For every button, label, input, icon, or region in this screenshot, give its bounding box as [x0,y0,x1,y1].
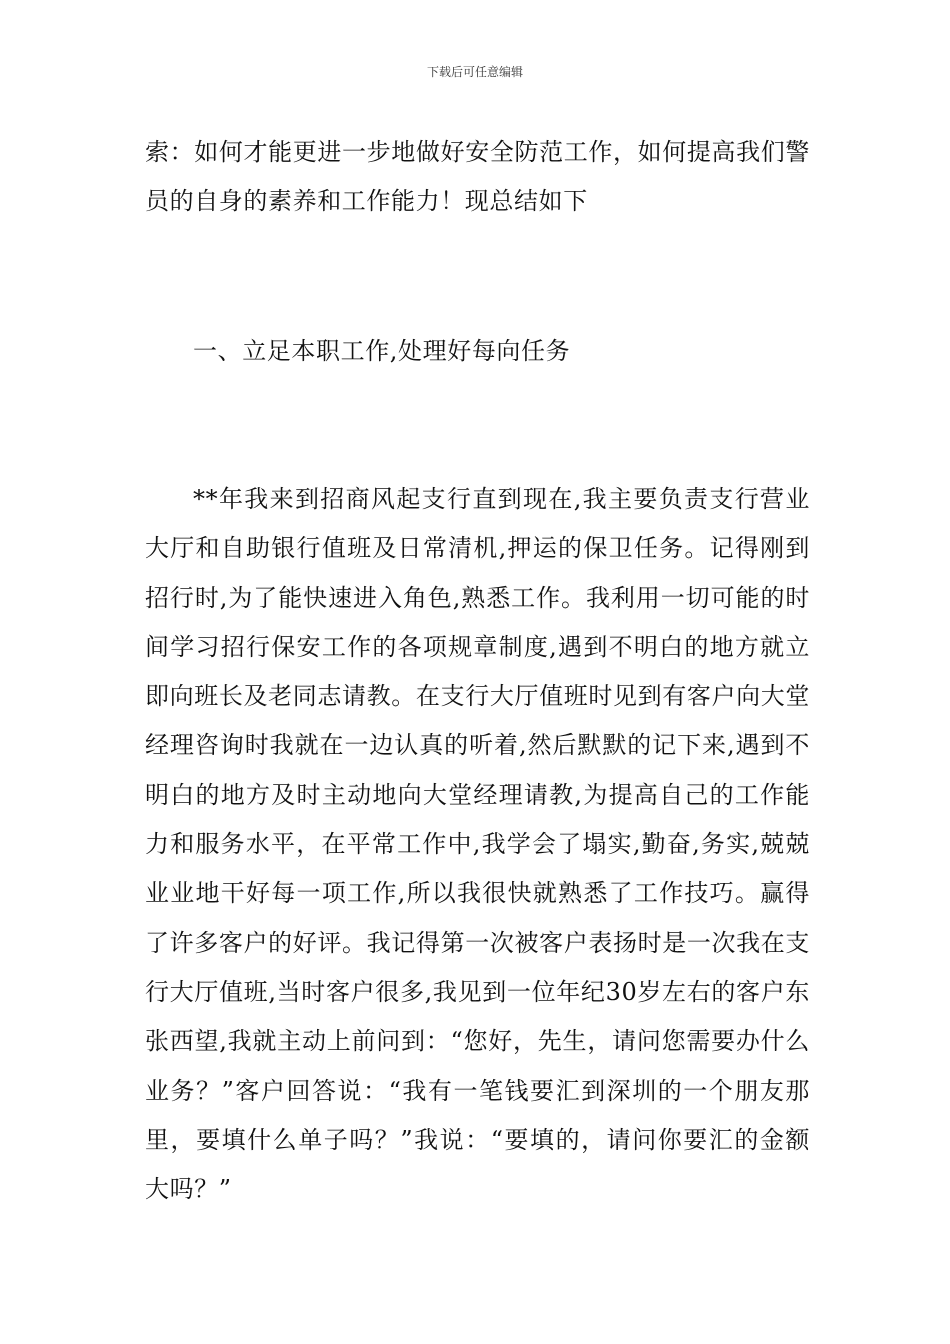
section-heading: 一、立足本职工作,处理好每向任务 [193,337,571,365]
intro-paragraph: 索：如何才能更进一步地做好安全防范工作，如何提高我们警员的自身的素养和工作能力！现总结如下 [145,138,810,216]
page-header-note: 下载后可任意编辑 [426,65,523,79]
main-paragraph: **年我来到招商风起支行直到现在,我主要负责支行营业大厅和自助银行值班及日常清机,押运的保卫任务。记得刚到招行时,为了能快速进入角色,熟悉工作。我利用一切可能的时间学习招行保安工作的各项规章制度,遇到不明白的地方就立即向班长及老同志请教。在支行大厅值班时见到有客户向大堂经理咨询时我就在一边认真的听着,然后默默的记下来,遇到不明白的地方及时主动地向大堂经理请教,为提高自己的工作能力和服务水平，在平常工作中,我学会了塌实,勤奋,务实,兢兢业业地干好每一项工作,所以我很快就熟悉了工作技巧。赢得了许多客户的好评。我记得第一次被客户表扬时是一次我在支行大厅值班,当时客户很多,我见到一位年纪30岁左右的客户东张西望,我就主动上前问到：“您好，先生，请问您需要办什么业务？”客户回答说：“我有一笔钱要汇到深圳的一个朋友那里，要填什么单子吗？”我说：“要填的，请问你要汇的金额大吗？” [145,485,810,1204]
